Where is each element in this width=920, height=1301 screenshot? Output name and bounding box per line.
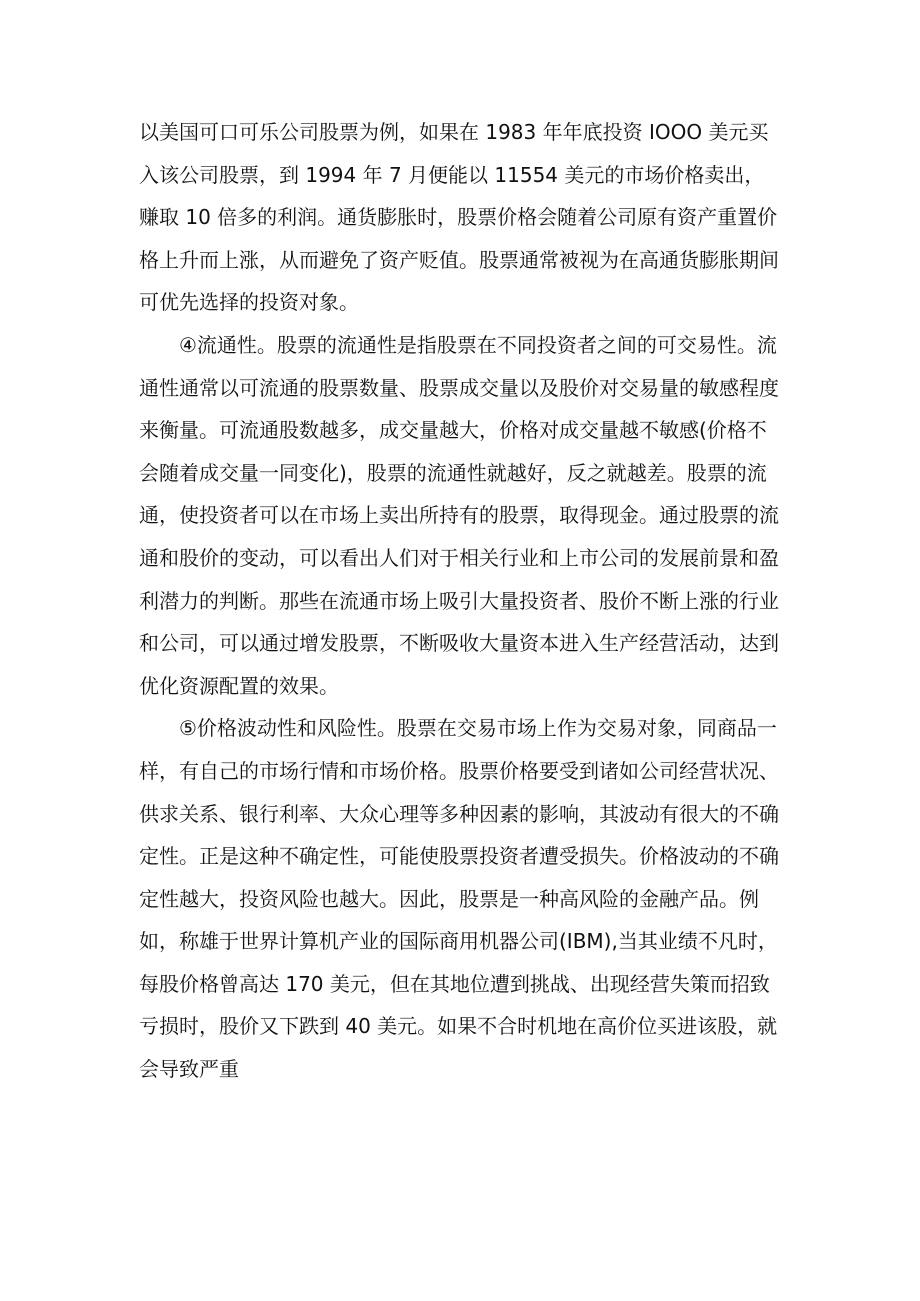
paragraph-coca-cola-example: 以美国可口可乐公司股票为例，如果在 1983 年年底投资 IOOO 美元买入该公司股票，到 1994 年 7 月便能以 11554 美元的市场价格卖出，赚取 10 倍多的利润。通货膨胀时，股票价格会随着公司原有资产重置价格上升而上涨，从而避免了资产贬值。股票通常被视为在高通货膨胀期间可优先选择的投资对象。 xyxy=(139,120,779,315)
paragraph-liquidity: ④流通性。股票的流通性是指股票在不同投资者之间的可交易性。流通性通常以可流通的股票数量、股票成交量以及股价对交易量的敏感程度来衡量。可流通股数越多，成交量越大，价格对成交量越不敏感(价格不会随着成交量一同变化)，股票的流通性就越好，反之就越差。股票的流通，使投资者可以在市场上卖出所持有的股票，取得现金。通过股票的流通和股价的变动，可以看出人们对于相关行业和上市公司的发展前景和盈利潜力的判断。那些在流通市场上吸引大量投资者、股价不断上涨的行业和公司，可以通过增发股票，不断吸收大量资本进入生产经营活动，达到优化资源配置的效果。 xyxy=(139,332,779,698)
paragraph-price-volatility-risk: ⑤价格波动性和风险性。股票在交易市场上作为交易对象，同商品一样，有自己的市场行情和市场价格。股票价格要受到诸如公司经营状况、供求关系、银行利率、大众心理等多种因素的影响，其波动有很大的不确定性。正是这种不确定性，可能使股票投资者遭受损失。价格波动的不确定性越大，投资风险也越大。因此，股票是一种高风险的金融产品。例如，称雄于世界计算机产业的国际商用机器公司(IBM),当其业绩不凡时，每股价格曾高达 170 美元，但在其地位遭到挑战、出现经营失策而招致亏损时，股价又下跌到 40 美元。如果不合时机地在高价位买进该股，就会导致严重 xyxy=(139,716,779,1082)
document-body xyxy=(139,111,784,1091)
